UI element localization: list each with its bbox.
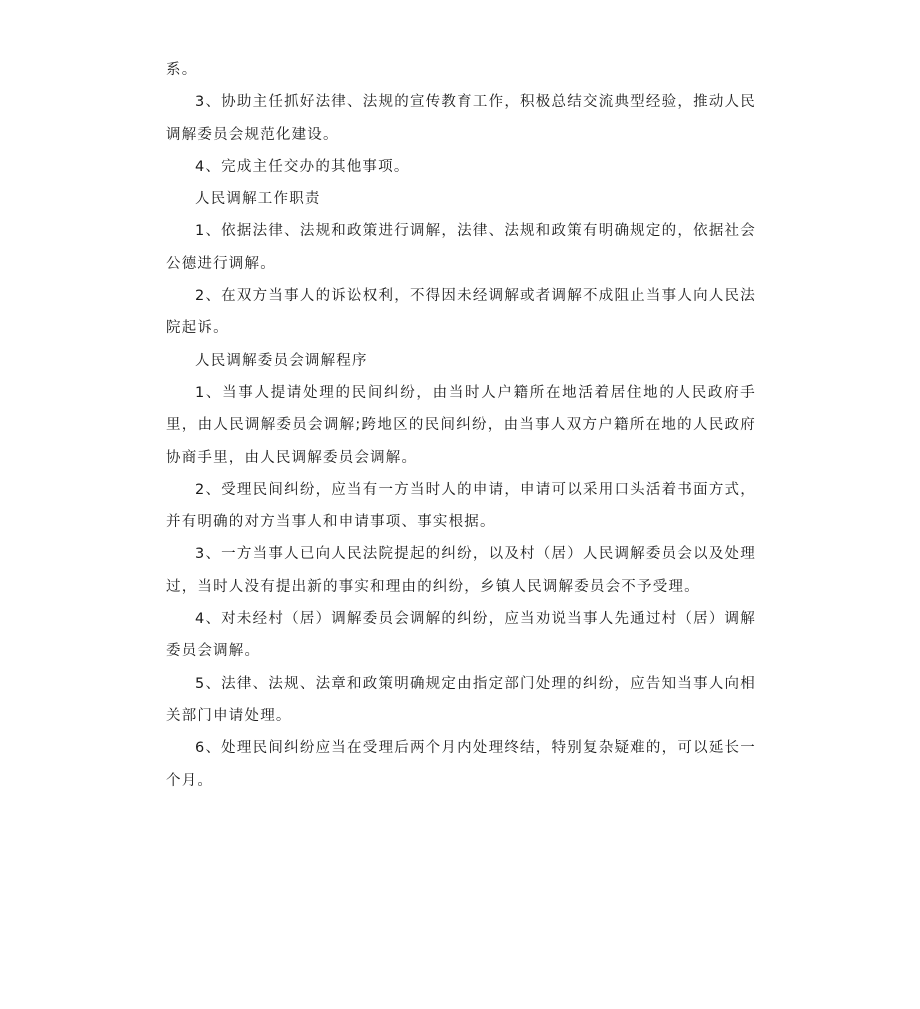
- section-heading-duties: 人民调解工作职责: [195, 191, 321, 208]
- paragraph-item-4: 4、完成主任交办的其他事项。: [195, 158, 410, 175]
- paragraph-duty-2: 2、在双方当事人的诉讼权利，不得因未经调解或者调解不成阻止当事人向人民法院起诉。: [166, 288, 756, 337]
- paragraph-procedure-6: 6、处理民间纠纷应当在受理后两个月内处理终结，特别复杂疑难的，可以延长一个月。: [166, 740, 756, 789]
- paragraph-item-3: 3、协助主任抓好法律、法规的宣传教育工作，积极总结交流典型经验，推动人民调解委员会规范化建设。: [166, 94, 756, 143]
- paragraph-duty-1: 1、依据法律、法规和政策进行调解，法律、法规和政策有明确规定的，依据社会公德进行调解。: [166, 223, 756, 272]
- document-body: [166, 54, 756, 797]
- paragraph-procedure-4: 4、对未经村（居）调解委员会调解的纠纷，应当劝说当事人先通过村（居）调解委员会调解。: [166, 611, 756, 660]
- section-heading-procedure: 人民调解委员会调解程序: [195, 352, 368, 369]
- paragraph-procedure-3: 3、一方当事人已向人民法院提起的纠纷，以及村（居）人民调解委员会以及处理过，当时人没有提出新的事实和理由的纠纷，乡镇人民调解委员会不予受理。: [166, 546, 756, 595]
- paragraph-procedure-1: 1、当事人提请处理的民间纠纷，由当时人户籍所在地活着居住地的人民政府手里，由人民调解委员会调解;跨地区的民间纠纷，由当事人双方户籍所在地的人民政府协商手里，由人民调解委员会调解。: [166, 384, 756, 466]
- paragraph-continuation: 系。: [166, 62, 198, 78]
- paragraph-procedure-5: 5、法律、法规、法章和政策明确规定由指定部门处理的纠纷，应告知当事人向相关部门申请处理。: [166, 675, 756, 724]
- paragraph-procedure-2: 2、受理民间纠纷，应当有一方当时人的申请，申请可以采用口头活着书面方式，并有明确的对方当事人和申请事项、事实根据。: [166, 481, 756, 531]
